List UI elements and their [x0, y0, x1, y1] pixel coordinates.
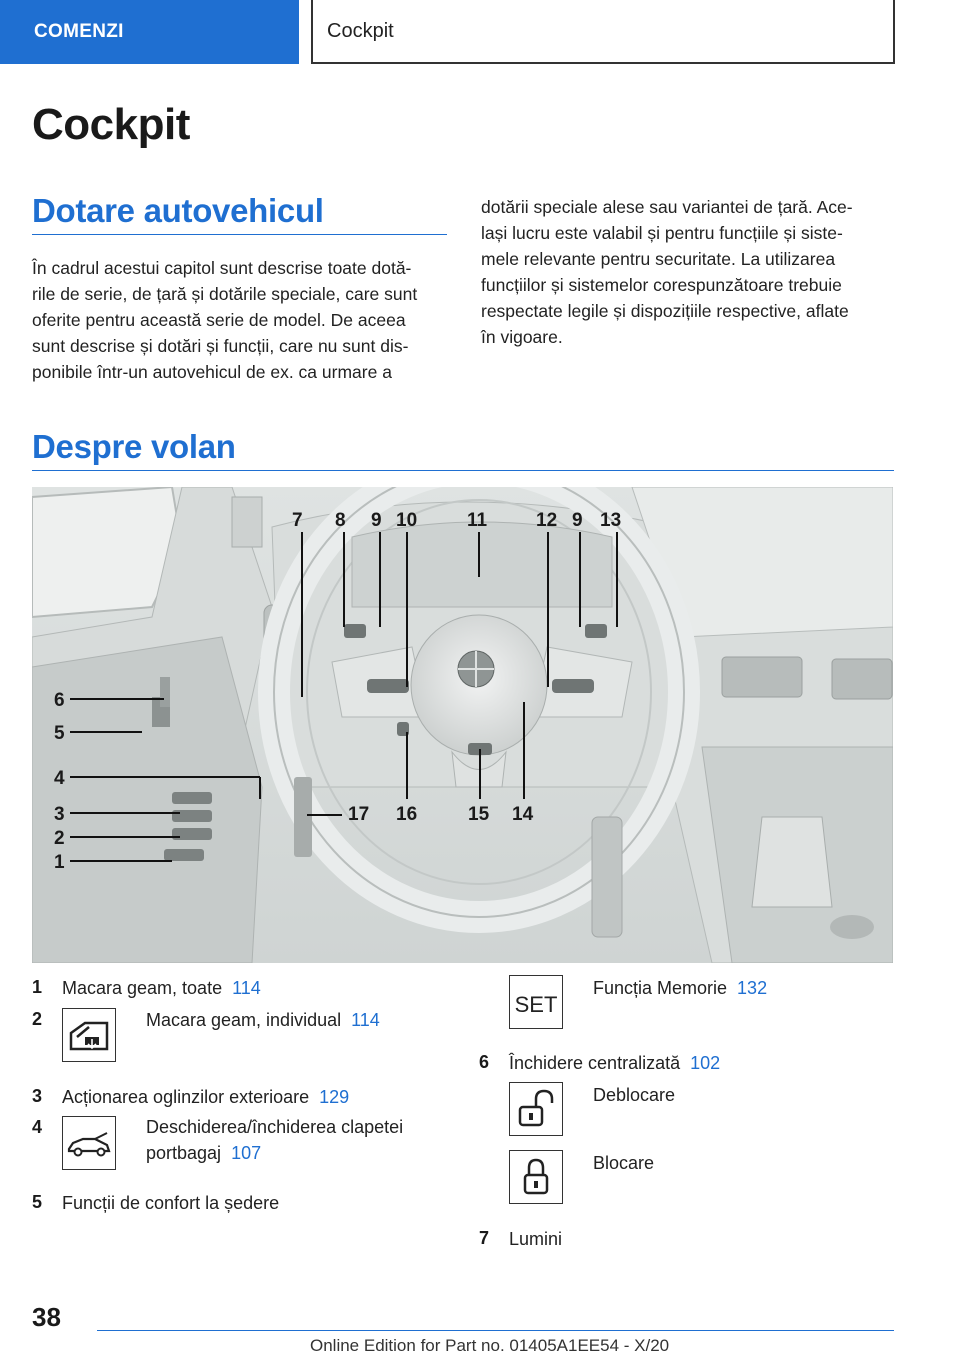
- callout-10: 10: [396, 510, 418, 531]
- legend-item-memory: [593, 975, 767, 1001]
- section-rule: [32, 470, 894, 471]
- callout-6: 6: [54, 690, 65, 711]
- footer-rule: [97, 1330, 894, 1331]
- legend-text: Blocare: [593, 1153, 655, 1173]
- legend-text: Acționarea oglinzilor exterioare: [62, 1087, 310, 1107]
- callout-17: 17: [348, 804, 370, 825]
- text-line: oferite pentru această serie de model. De aceea: [32, 310, 406, 330]
- legend-number: 4: [32, 1117, 43, 1137]
- page-ref-link[interactable]: 114: [232, 978, 261, 998]
- legend-number: 2: [32, 1009, 43, 1029]
- callout-3: 3: [54, 804, 65, 825]
- legend-item-2: [146, 1007, 380, 1033]
- callout-4: 4: [54, 768, 65, 789]
- chapter-tab: [0, 0, 299, 64]
- legend-text: Deschiderea/închiderea clapetei: [146, 1117, 404, 1137]
- legend-number: 1: [32, 977, 43, 997]
- paragraph-col2: [481, 194, 901, 350]
- cockpit-drawing: [32, 487, 893, 963]
- section-header: [311, 0, 895, 64]
- legend-item-3: [62, 1084, 349, 1110]
- callout-1: 1: [54, 852, 65, 873]
- callout-13: 13: [600, 510, 622, 531]
- text-line: ponibile într-un autovehicul de ex. ca urmare a: [32, 362, 392, 382]
- legend-item-lock: [593, 1150, 654, 1176]
- text-line: dotării speciale alese sau variantei de țară. Ace-: [481, 197, 853, 217]
- section-title-steering-wheel: Despre volan: [32, 428, 236, 465]
- section-header-label: Cockpit: [327, 19, 394, 42]
- callout-14: 14: [512, 804, 534, 825]
- text-line: în vigoare.: [481, 327, 563, 347]
- legend-item-7: [509, 1226, 562, 1252]
- text-line: mele relevante pentru securitate. La utilizarea: [481, 249, 836, 269]
- text-line: sunt descrise și dotări și funcții, care nu sunt dis-: [32, 336, 409, 356]
- legend-number: 5: [32, 1192, 43, 1212]
- page-ref-link[interactable]: 129: [319, 1087, 350, 1107]
- legend-item-6: [509, 1050, 720, 1076]
- callout-8: 8: [335, 510, 346, 531]
- page-number: 38: [32, 1302, 61, 1332]
- text-line: rile de serie, de țară și dotările speciale, care sunt: [32, 284, 418, 304]
- callout-9b: 9: [572, 510, 583, 531]
- legend-text: Deblocare: [593, 1085, 676, 1105]
- text-line: respectate legile și dispozițiile respective, aflate: [481, 301, 849, 321]
- callout-2: 2: [54, 828, 65, 849]
- page-ref-link[interactable]: 107: [231, 1143, 262, 1163]
- cockpit-illustration: [32, 487, 893, 963]
- lock-icon: [509, 1150, 563, 1204]
- memory-set-icon: [509, 975, 563, 1029]
- legend-text: Macara geam, toate: [62, 978, 223, 998]
- legend-text: Macara geam, individual: [146, 1010, 342, 1030]
- text-line: lași lucru este valabil și pentru funcțiile și siste-: [481, 223, 843, 243]
- legend-text: Funcția Memorie: [593, 978, 728, 998]
- unlock-icon: [509, 1082, 563, 1136]
- legend-item-1: [62, 975, 261, 1001]
- legend-number: 7: [479, 1228, 490, 1248]
- callout-5: 5: [54, 723, 65, 744]
- legend-item-4: [146, 1114, 403, 1166]
- text-line: În cadrul acestui capitol sunt descrise toate dotă-: [32, 258, 412, 278]
- callout-15: 15: [468, 804, 490, 825]
- chapter-tab-label: COMENZI: [34, 21, 124, 42]
- tailgate-icon: [62, 1116, 116, 1170]
- callout-9: 9: [371, 510, 382, 531]
- page-ref-link[interactable]: 132: [737, 978, 768, 998]
- legend-text: portbagaj: [146, 1143, 222, 1163]
- page-ref-link[interactable]: 102: [690, 1053, 721, 1073]
- callout-11: 11: [467, 510, 488, 531]
- page-title: Cockpit: [32, 100, 190, 149]
- legend-number: 6: [479, 1052, 490, 1072]
- legend-text: Funcții de confort la ședere: [62, 1193, 280, 1213]
- callout-16: 16: [396, 804, 418, 825]
- legend-text: Închidere centralizată: [509, 1053, 681, 1073]
- legend-text: Lumini: [509, 1229, 563, 1249]
- window-lifter-icon: [62, 1008, 116, 1062]
- legend-item-unlock: [593, 1082, 675, 1108]
- text-line: funcțiilor și sistemelor corespunzătoare trebuie: [481, 275, 842, 295]
- legend-item-5: [62, 1190, 279, 1216]
- page-ref-link[interactable]: 114: [351, 1010, 380, 1030]
- paragraph-col1: [32, 255, 452, 385]
- callout-7: 7: [292, 510, 303, 531]
- legend-number: 3: [32, 1086, 43, 1106]
- callout-12: 12: [536, 510, 558, 531]
- set-icon-label: SET: [514, 992, 558, 1017]
- footer-edition: Online Edition for Part no. 01405A1EE54 - X/20: [310, 1336, 670, 1355]
- section-rule: [32, 234, 447, 235]
- section-title-equipment: Dotare autovehicul: [32, 192, 324, 229]
